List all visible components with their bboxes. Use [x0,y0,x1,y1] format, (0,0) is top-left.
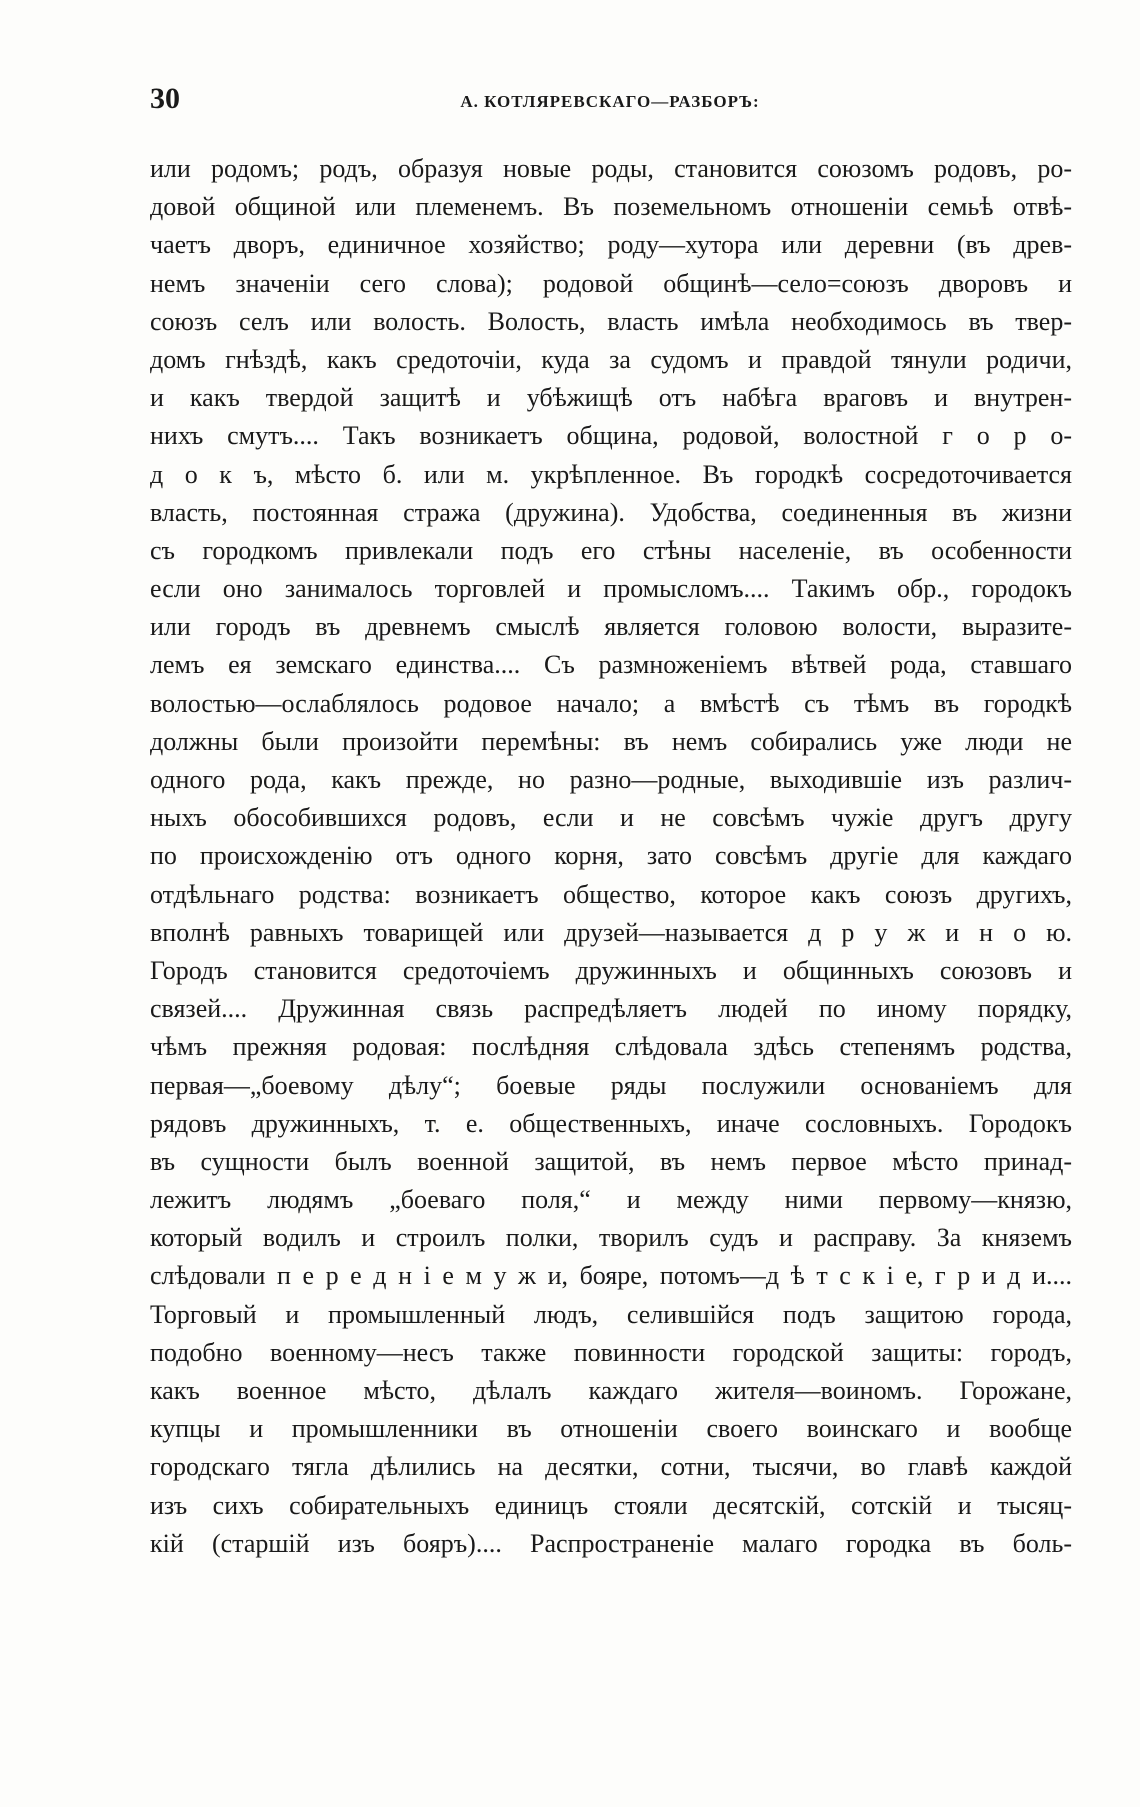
text-line: если оно занималось торговлей и промысломъ.... Такимъ обр., городокъ [150,574,1072,604]
running-title: А. КОТЛЯРЕВСКАГО—РАЗБОРЪ: [460,92,760,111]
text-line: который водилъ и строилъ полки, творилъ судъ и расправу. За княземъ [150,1223,1072,1253]
text-line: д о к ъ, мѣсто б. или м. укрѣпленное. Въ городкѣ сосредоточивается [150,459,1072,489]
text-line: Торговый и промышленный людъ, селившійся подъ защитою города, [150,1299,1072,1329]
text-line: волостью—ослаблялось родовое начало; а вмѣстѣ съ тѣмъ въ городкѣ [150,688,1072,718]
text-line: Городъ становится средоточіемъ дружинныхъ и общинныхъ союзовъ и [150,955,1072,985]
text-line: должны были произойти перемѣны: въ немъ собирались уже люди не [150,726,1072,756]
text-line: или городъ въ древнемъ смыслѣ является головою волости, выразите- [150,612,1072,642]
text-line: ныхъ обособившихся родовъ, если и не совсѣмъ чужіе другъ другу [150,803,1072,833]
text-line: въ сущности былъ военной защитой, въ немъ первое мѣсто принад- [150,1146,1072,1176]
text-line: и какъ твердой защитѣ и убѣжищѣ отъ набѣга враговъ и внутрен- [150,383,1072,413]
body-text [150,150,1072,1563]
text-line: первая—„боевому дѣлу“; боевые ряды послужили основаніемъ для [150,1070,1072,1100]
text-line: по происхожденію отъ одного корня, зато совсѣмъ другіе для каждаго [150,841,1072,871]
text-line: лемъ ея земскаго единства.... Съ размноженіемъ вѣтвей рода, ставшаго [150,650,1072,680]
text-line: лежитъ людямъ „боеваго поля,“ и между ними первому—князю, [150,1185,1072,1215]
text-line: нихъ смутъ.... Такъ возникаетъ община, родовой, волостной г о р о- [150,421,1072,451]
text-line: отдѣльнаго родства: возникаетъ общество, которое какъ союзъ другихъ, [150,879,1072,909]
running-head [150,82,1070,118]
text-line: кій (старшій изъ бояръ).... Распространеніе малаго городка въ боль- [150,1528,1072,1558]
text-line: городскаго тягла дѣлились на десятки, сотни, тысячи, во главѣ каждой [150,1452,1072,1482]
text-line: купцы и промышленники въ отношеніи своего воинскаго и вообще [150,1414,1072,1444]
page-number: 30 [150,82,180,115]
text-line: вполнѣ равныхъ товарищей или друзей—называется д р у ж и н о ю. [150,917,1072,947]
text-line: какъ военное мѣсто, дѣлалъ каждаго жителя—воиномъ. Горожане, [150,1376,1072,1405]
text-line: изъ сихъ собирательныхъ единицъ стояли десятскій, сотскій и тысяц- [150,1490,1072,1520]
text-line: или родомъ; родъ, образуя новые роды, становится союзомъ родовъ, ро- [150,154,1072,183]
text-line: связей.... Дружинная связь распредѣляетъ людей по иному порядку, [150,994,1072,1024]
text-line: домъ гнѣздѣ, какъ средоточіи, куда за судомъ и правдой тянули родичи, [150,344,1072,374]
text-line: слѣдовали п е р е д н і е м у ж и, бояре, потомъ—д ѣ т с к і е, г р и д и.... [150,1261,1072,1291]
text-line: чѣмъ прежняя родовая: послѣдняя слѣдовала здѣсь степенямъ родства, [150,1032,1072,1062]
text-line: немъ значеніи сего слова); родовой общинѣ—село=союзъ дворовъ и [150,268,1072,298]
text-line: съ городкомъ привлекали подъ его стѣны населеніе, въ особенности [150,535,1072,565]
text-line: чаетъ дворъ, единичное хозяйство; роду—хутора или деревни (въ древ- [150,230,1072,260]
text-line: довой общиной или племенемъ. Въ поземельномъ отношеніи семьѣ отвѣ- [150,192,1072,222]
text-line: союзъ селъ или волость. Волость, власть имѣла необходимось въ твер- [150,306,1072,336]
text-line: власть, постоянная стража (дружина). Удобства, соединенныя въ жизни [150,497,1072,527]
text-line: рядовъ дружинныхъ, т. е. общественныхъ, иначе сословныхъ. Городокъ [150,1108,1072,1138]
text-line: подобно военному—несъ также повинности городской защиты: городъ, [150,1337,1072,1367]
text-line: одного рода, какъ прежде, но разно—родные, выходившіе изъ различ- [150,765,1072,794]
